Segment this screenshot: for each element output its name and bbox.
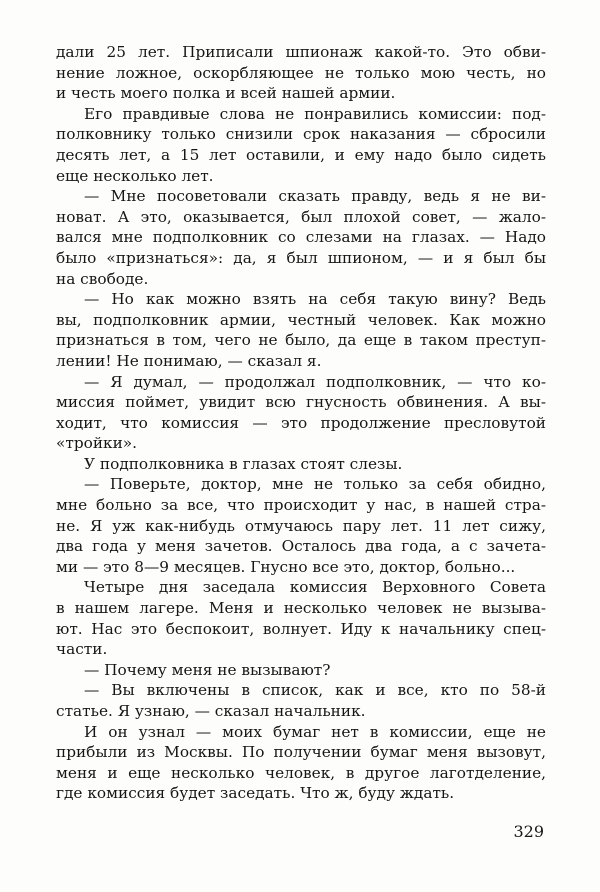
text-line: мне больно за все, что происходит у нас, в нашей стра- [56, 496, 546, 515]
text-line: новат. А это, оказывается, был плохой совет, — жало- [56, 207, 546, 226]
body-text [56, 42, 546, 804]
text-line: ми — это 8—9 месяцев. Гнусно все это, доктор, больно... [56, 557, 516, 576]
text-line: нение ложное, оскорбляющее не только мою честь, но [56, 63, 546, 82]
text-line: признаться в том, чего не было, да еще в таком преступ- [56, 331, 546, 350]
text-line: — Вы включены в список, как и все, кто по 58-й [84, 681, 546, 700]
text-line: У подполковника в глазах стоят слезы. [84, 454, 403, 473]
text-line: — Но как можно взять на себя такую вину? Ведь [84, 290, 546, 309]
text-line: — Я думал, — продолжал подполковник, — что ко- [84, 372, 546, 391]
text-line: вы, подполковник армии, честный человек. Как можно [56, 310, 546, 329]
text-line: Его правдивые слова не понравились комиссии: под- [84, 104, 546, 123]
text-line: ют. Нас это беспокоит, волнует. Иду к начальнику спец- [56, 619, 546, 638]
text-line: десять лет, а 15 лет оставили, и ему надо было сидеть [56, 145, 546, 164]
text-line: — Почему меня не вызывают? [84, 660, 331, 679]
text-line: части. [56, 640, 108, 659]
text-line: статье. Я узнаю, — сказал начальник. [56, 702, 366, 720]
text-line: не. Я уж как-нибудь отмучаюсь пару лет. 11 лет сижу, [56, 516, 546, 535]
text-line: миссия поймет, увидит всю гнусность обвинения. А вы- [56, 393, 546, 412]
text-line: полковнику только снизили срок наказания — сбросили [56, 125, 546, 144]
text-line: прибыли из Москвы. По получении бумаг меня вызовут, [56, 743, 546, 762]
text-line: меня и еще несколько человек, в другое лаготделение, [56, 763, 546, 782]
text-line: и честь моего полка и всей нашей армии. [56, 84, 396, 103]
text-line: было «признаться»: да, я был шпионом, — и я был бы [56, 248, 546, 267]
text-line: «тройки». [56, 434, 137, 453]
text-line: лении! Не понимаю, — сказал я. [56, 351, 322, 370]
text-line: — Поверьте, доктор, мне не только за себя обидно, [84, 475, 546, 494]
text-line: — Мне посоветовали сказать правду, ведь я не ви- [84, 187, 546, 206]
text-line: Четыре дня заседала комиссия Верховного Совета [84, 578, 546, 597]
page-number: 329 [513, 822, 544, 841]
text-line: на свободе. [56, 269, 149, 288]
text-line: два года у меня зачетов. Осталось два года, а с зачета- [56, 537, 546, 556]
text-line: в нашем лагере. Меня и несколько человек не вызыва- [56, 599, 546, 618]
text-line: где комиссия будет заседать. Что ж, буду ждать. [56, 784, 455, 803]
text-line: ходит, что комиссия — это продолжение пресловутой [56, 413, 546, 432]
text-line: дали 25 лет. Приписали шпионаж какой-то. Это обви- [56, 43, 546, 61]
text-line: еще несколько лет. [56, 166, 214, 185]
text-line: вался мне подполковник со слезами на глазах. — Надо [56, 228, 546, 247]
text-line: И он узнал — моих бумаг нет в комиссии, еще не [84, 722, 546, 741]
